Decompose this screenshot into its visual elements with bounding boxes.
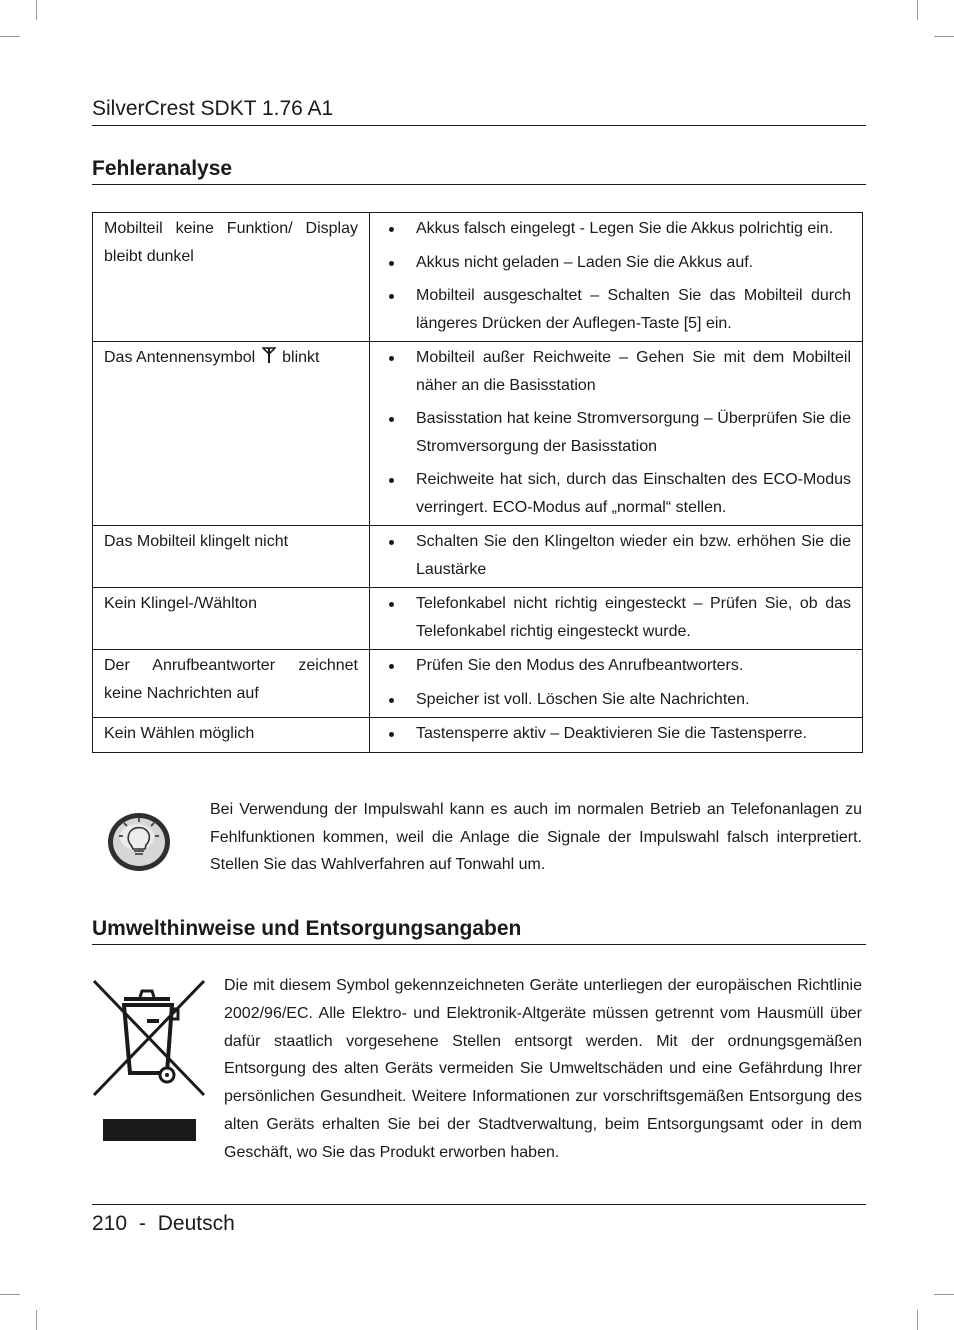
crop-mark — [36, 1310, 37, 1330]
antenna-icon — [262, 346, 276, 364]
solution-item: Speicher ist voll. Löschen Sie alte Nachrichten. — [381, 686, 851, 714]
lightbulb-icon — [106, 811, 172, 873]
solution-item: Mobilteil außer Reichweite – Gehen Sie mit dem Mobilteil näher an die Basisstation — [381, 344, 851, 399]
section-title-troubleshooting: Fehleranalyse — [92, 155, 866, 185]
problem-cell: Das Mobilteil klingelt nicht — [93, 526, 370, 588]
solution-cell — [370, 588, 863, 650]
problem-cell — [93, 342, 370, 526]
table-row — [93, 588, 863, 650]
solution-cell — [370, 526, 863, 588]
solution-cell — [370, 213, 863, 342]
crop-mark — [917, 1310, 918, 1330]
table-row — [93, 650, 863, 718]
solution-item: Akkus falsch eingelegt - Legen Sie die Akkus polrichtig ein. — [381, 215, 851, 243]
crop-mark — [934, 1294, 954, 1295]
solution-item: Tastensperre aktiv – Deaktivieren Sie die Tastensperre. — [381, 720, 851, 748]
problem-text: blinkt — [282, 349, 320, 366]
table-row — [93, 213, 863, 342]
footer-separator: - — [138, 1212, 146, 1235]
table-row — [93, 718, 863, 753]
solution-cell — [370, 718, 863, 753]
problem-cell: Kein Wählen möglich — [93, 718, 370, 753]
solution-item: Schalten Sie den Klingelton wieder ein bzw. erhöhen Sie die Laustärke — [381, 528, 851, 583]
solution-item: Reichweite hat sich, durch das Einschalten des ECO-Modus verringert. ECO-Modus auf „normal“ stellen. — [381, 466, 851, 521]
problem-cell: Der Anrufbeantworter zeichnet keine Nachrichten auf — [93, 650, 370, 718]
icon-spacer — [92, 972, 224, 1164]
crop-mark — [934, 36, 954, 37]
problem-cell: Kein Klingel-/Wählton — [93, 588, 370, 650]
page-footer — [92, 1204, 866, 1238]
solution-item: Mobilteil ausgeschaltet – Schalten Sie das Mobilteil durch längeres Drücken der Auflegen-Taste [5] ein. — [381, 282, 851, 337]
page-header — [92, 95, 866, 126]
solution-cell — [370, 650, 863, 718]
solution-cell — [370, 342, 863, 526]
tip-text: Bei Verwendung der Impulswahl kann es auch im normalen Betrieb an Telefonanlagen zu Fehlfunktionen kommen, weil die Anlage die Signale der Impulswahl falsch interpretiert. Stellen Sie das Wahlverfahren auf Tonwahl um. — [210, 801, 862, 874]
crop-mark — [917, 0, 918, 20]
environment-text — [92, 972, 862, 1167]
troubleshooting-table — [92, 212, 863, 753]
environment-paragraph: Die mit diesem Symbol gekennzeichneten Geräte unterliegen der europäischen Richtlinie 2002/96/EC. Alle Elektro- und Elektronik-Altgeräte müssen getrennt vom Hausmüll über dafür staatlich vorgesehene Stellen entsorgt werden. Mit der ordnungsgemäßen Entsorgung des alten Geräts vermeiden Sie Umweltschäden und eine Gefährdung Ihrer persönlichen Gesundheit. Weitere Informationen zur vorschriftsgemäßen Entsorgung des alten Geräts erhalten Sie bei der Stadtverwaltung, beim Entsorgungsamt oder in dem Geschäft, wo Sie das Produkt erworben haben. — [224, 977, 862, 1161]
problem-cell: Mobilteil keine Funktion/ Display bleibt dunkel — [93, 213, 370, 342]
footer-language: Deutsch — [157, 1212, 235, 1235]
solution-item: Prüfen Sie den Modus des Anrufbeantworters. — [381, 652, 851, 680]
table-row — [93, 526, 863, 588]
crop-mark — [0, 1294, 20, 1295]
crop-mark — [0, 36, 20, 37]
section-title-environment: Umwelthinweise und Entsorgungsangaben — [92, 915, 866, 945]
solution-item: Telefonkabel nicht richtig eingesteckt – Prüfen Sie, ob das Telefonkabel richtig eingesteckt wurde. — [381, 590, 851, 645]
solution-item: Basisstation hat keine Stromversorgung – Überprüfen Sie die Stromversorgung der Basisstation — [381, 405, 851, 460]
crop-mark — [36, 0, 37, 20]
problem-text: Das Antennensymbol — [104, 349, 256, 366]
header-title: SilverCrest SDKT 1.76 A1 — [92, 97, 334, 120]
solution-item: Akkus nicht geladen – Laden Sie die Akkus auf. — [381, 249, 851, 277]
page-number: 210 — [92, 1212, 128, 1235]
table-row — [93, 342, 863, 526]
